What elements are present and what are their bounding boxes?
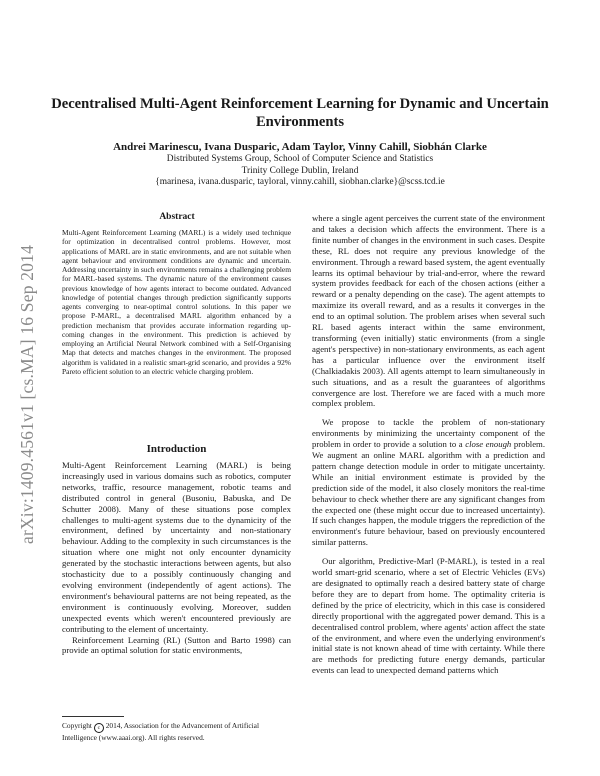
- introduction-heading: Introduction: [146, 443, 207, 455]
- intro-paragraph-1: Multi-Agent Reinforcement Learning (MARL) is being increasingly used in various domains such as robotics, computer networks, traffic, resource management, robotic teams and distributed control in general (Busoniu, Babuska, and De Schutter 2008). Many of these situations pose complex challenges to multi-agent systems due to the dynamicity of the environment, defined by uncertainty and non-stationary behaviour. Adding to the complexity in such circumstances is the situation where one might not only encounter dynamicity generated by the stochastic interactions between agents, but also stochasticity due to a possibly continuously changing and evolving environment (independently of agent actions). The environment's behavioural patterns are not being repeated, as the environment is continuously evolving. Moreover, sudden unexpected events which weren't encountered previously are contributing to the element of uncertainty.: [62, 460, 291, 634]
- paragraph-text: problem. We augment an online MARL algorithm with a prediction and pattern change detection module in order to mitigate uncertainty. While an initial environment estimate is provided by the prediction side of the model, it also closely monitors the real-time behaviour to check whether there are any significant changes from the expected one (these might occur due to increased uncertainty). If such changes happen, the module triggers the reprediction of the environment's future behaviour, based on previously encountered similar patterns.: [312, 439, 545, 548]
- paper-title: Decentralised Multi-Agent Reinforcement Learning for Dynamic and Uncertain Environments: [51, 96, 549, 130]
- affiliation-emails: {marinesa, ivana.dusparic, tayloral, vinny.cahill, siobhan.clarke}@scss.tcd.ie: [155, 177, 445, 188]
- intro-paragraph-2: Reinforcement Learning (RL) (Sutton and Barto 1998) can provide an optimal solution for static environments,: [62, 634, 291, 656]
- arxiv-sidebar: [17, 214, 39, 574]
- emphasis-text: close enough: [465, 439, 512, 450]
- right-column-body: [312, 213, 545, 676]
- copyright-footnote: [62, 721, 291, 742]
- affiliation-institution: Trinity College Dublin, Ireland: [241, 165, 359, 176]
- affiliation-group: Distributed Systems Group, School of Computer Science and Statistics: [166, 154, 434, 164]
- arxiv-identifier: arXiv:1409.4561v1 [cs.MA] 16 Sep 2014: [17, 244, 38, 544]
- copyright-label: Copyright: [62, 721, 92, 730]
- copyright-icon: c: [94, 723, 104, 733]
- paragraph-text: We propose to tackle the problem of non-stationary environments by minimizing the uncertainty component of the problem in order to provide a solution to a: [312, 417, 545, 450]
- abstract-body: Multi-Agent Reinforcement Learning (MARL) is a widely used technique for optimization in decentralised control problems. However, most applications of MARL are in static environments, and are not suitable when agent behaviour and environment conditions are dynamic and uncertain. Addressing uncertainty in such environments remains a challenging problem for MARL-based systems. The dynamic nature of the environment causes previous knowledge of how agents interact to become outdated. Advanced knowledge of potential changes through prediction significantly supports agents converging to near-optimal control solutions. In this paper we propose P-MARL, a decentralised MARL algorithm enhanced by a prediction mechanism that provides accurate information regarding up-coming changes in the environment. This prediction is achieved by employing an Artificial Neural Network combined with a Self-Organising Map that detects and matches changes in the environment. The proposed algorithm is validated in a realistic smart-grid scenario, and provides a 92% Pareto efficient solution to an electric vehicle charging problem.: [62, 228, 291, 376]
- author-list: Andrei Marinescu, Ivana Dusparic, Adam Taylor, Vinny Cahill, Siobhán Clarke: [113, 141, 487, 153]
- intro-paragraph-3: where a single agent perceives the current state of the environment and takes a decision which affects the environment. There is a finite number of changes in the environment in such cases. Despite these, RL does not require any previous knowledge of the environment. Through a reward based system, the agent eventually learns its optimal behaviour by trial-and-error, where the reward system provides feedback for each of the chosen actions (either a reward or a penalty depending on the case). The agent attempts to maximize its overall reward, and as a results it converges in the end to an optimal solution. The problem arises when several such RL based agents interact within the same environment, transforming (even initially) static environments (from a single agent's perspective) in non-stationary environments, as each agent has a particular influence over the environment itself (Chalkiadakis 2003). All agents attempt to learn simultaneously in such situations, and as a result the guarantees of algorithms convergence are lost. Therefore we are faced with a much more complex problem.: [312, 213, 545, 409]
- abstract-heading: Abstract: [159, 212, 195, 222]
- copyright-text: 2014, Association for the Advancement of Artificial Intelligence (www.aaai.org). All rights reserved.: [62, 721, 260, 742]
- left-column-body: [62, 460, 291, 656]
- intro-paragraph-5: Our algorithm, Predictive-Marl (P-MARL), is tested in a real world smart-grid scenario, where a set of Electric Vehicles (EVs) are designated to optimally reach a desired battery state of charge before they are to depart from home. The optimality criteria is defined by the price of electricity, which in this case is considered directly proportional with the aggregated power demand. This is a decentralised control problem, where agents' action affect the state of the environment, and where even the underlying environment's initial state is not known ahead of time with certainty. While there are methods for predicting future energy demands, particular events can lead to unexpected demand patterns which: [312, 556, 545, 676]
- intro-paragraph-4: [312, 417, 545, 548]
- footnote-divider: [62, 716, 124, 717]
- affiliation-block: [40, 154, 560, 189]
